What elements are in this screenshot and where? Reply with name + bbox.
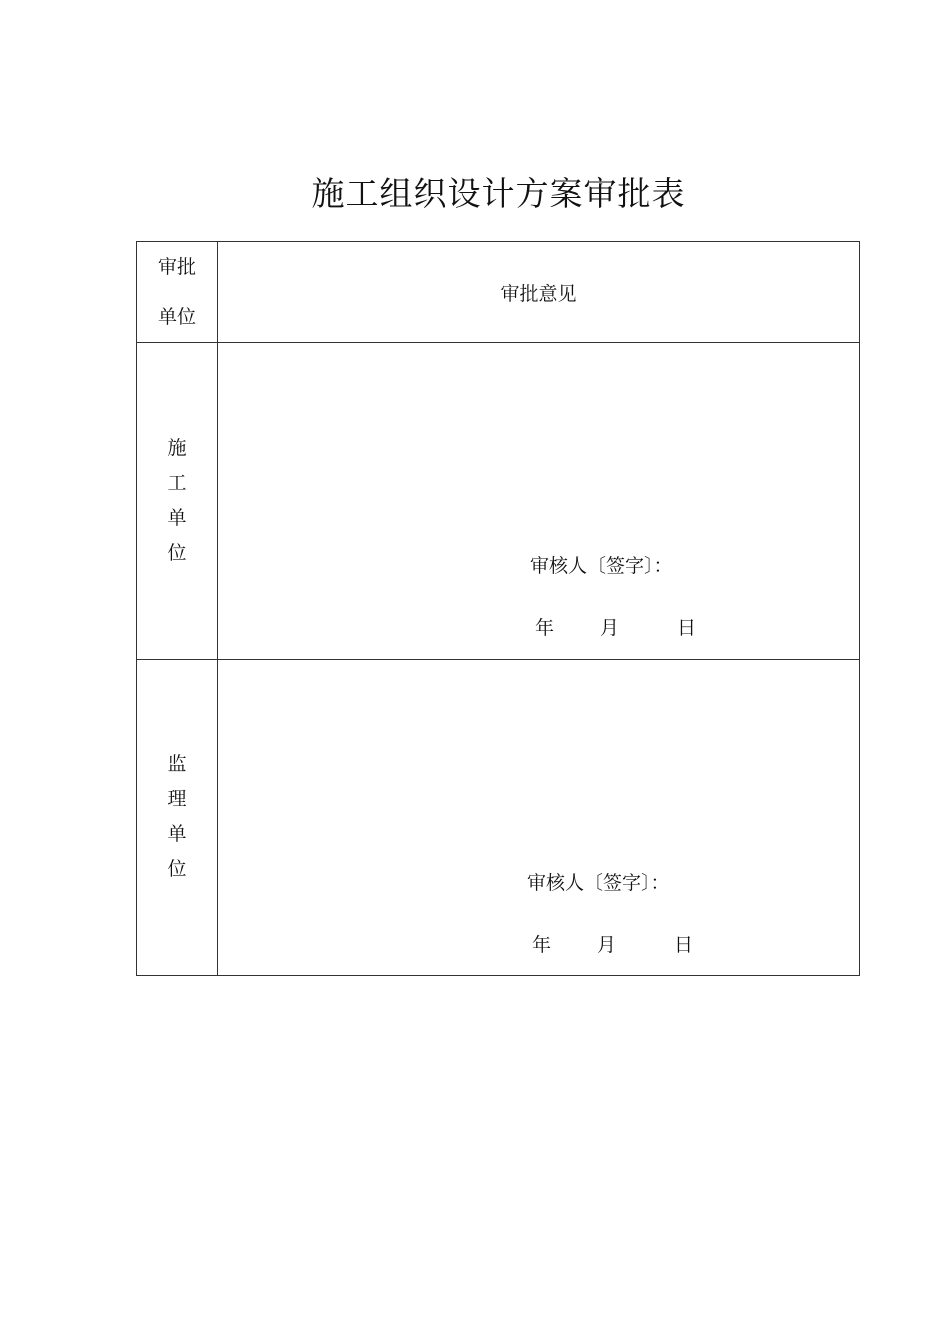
reviewer-signature-label: 审核人〔签字〕： — [527, 871, 670, 894]
label-char: 单 — [167, 506, 187, 529]
label-char: 施 — [167, 436, 187, 459]
label-char: 位 — [167, 858, 187, 881]
header-left-line-2: 单位 — [157, 306, 196, 329]
approval-opinion-header: 审批意见 — [218, 242, 860, 343]
date-month-label: 月 — [597, 933, 617, 956]
date-day-label: 日 — [674, 933, 694, 956]
label-char: 位 — [167, 541, 187, 564]
label-char: 工 — [167, 471, 187, 494]
label-char: 监 — [167, 753, 187, 776]
construction-unit-label — [137, 343, 218, 659]
construction-unit-row — [137, 343, 860, 659]
supervision-unit-row — [137, 659, 860, 975]
supervision-unit-label — [137, 659, 218, 975]
date-year-label: 年 — [535, 617, 555, 640]
approval-form-table — [136, 241, 860, 976]
date-year-label: 年 — [532, 933, 552, 956]
date-month-label: 月 — [600, 617, 620, 640]
supervision-unit-opinion-cell[interactable] — [218, 659, 860, 975]
construction-unit-opinion-cell[interactable] — [218, 343, 860, 659]
table-header-row — [137, 242, 860, 343]
signature-date — [535, 613, 696, 640]
page-title: 施工组织设计方案审批表 — [311, 174, 686, 213]
reviewer-signature-label: 审核人〔签字〕： — [530, 555, 673, 578]
approval-unit-header — [137, 242, 218, 343]
date-day-label: 日 — [677, 617, 697, 640]
header-left-line-1: 审批 — [157, 256, 196, 279]
label-char: 理 — [167, 788, 187, 811]
label-char: 单 — [167, 823, 187, 846]
signature-date — [532, 930, 693, 957]
